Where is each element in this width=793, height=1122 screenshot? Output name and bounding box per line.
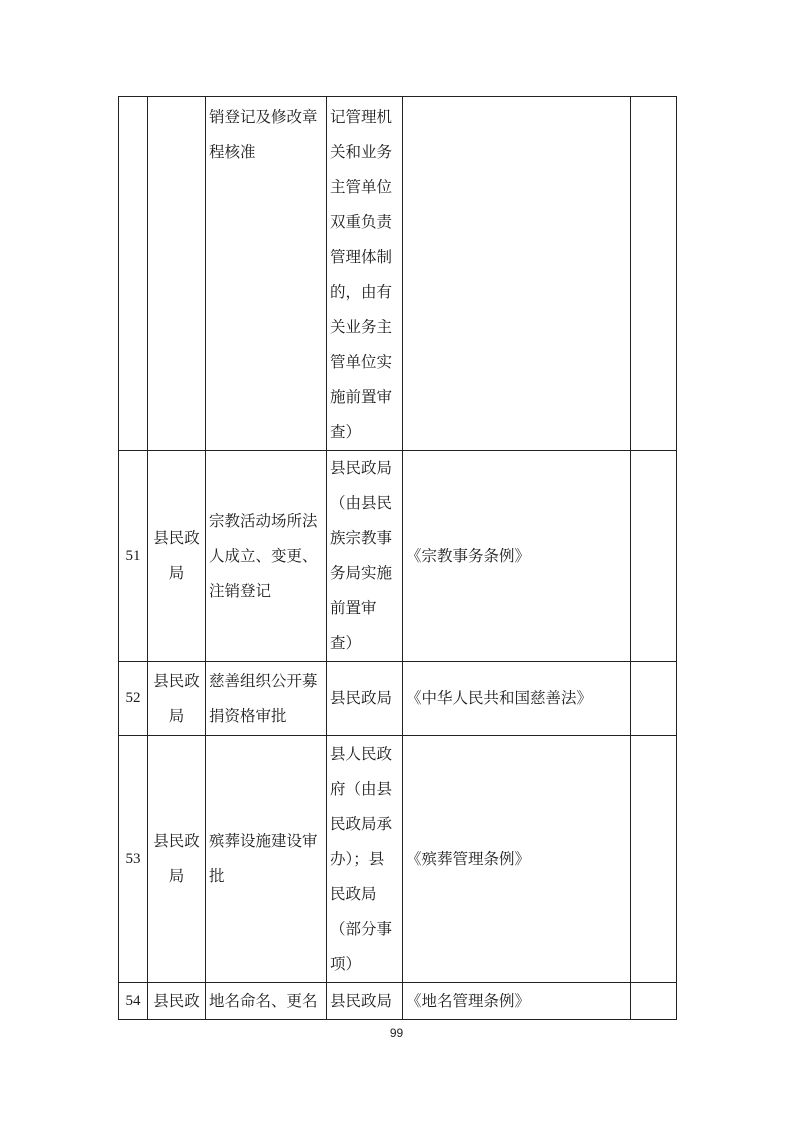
row-number: 54 [119,983,148,1020]
approval-items-table [118,96,677,1020]
remark-cell [631,97,677,451]
table-row [119,983,677,1020]
legal-basis-cell: 《中华人民共和国慈善法》 [403,662,631,736]
item-name-cell: 地名命名、更名 [206,983,327,1020]
department-cell: 县民政 局 [148,662,206,736]
implementing-authority-cell: 县民政局 [327,983,403,1020]
remark-cell [631,983,677,1020]
remark-cell [631,736,677,983]
row-number: 52 [119,662,148,736]
item-name-cell: 慈善组织公开募 捐资格审批 [206,662,327,736]
department-cell: 县民政 局 [148,736,206,983]
table-row [119,736,677,983]
legal-basis-cell: 《地名管理条例》 [403,983,631,1020]
implementing-authority-cell: 县民政局 （由县民 族宗教事 务局实施 前置审 查） [327,451,403,662]
table-row [119,97,677,451]
remark-cell [631,451,677,662]
department-cell [148,97,206,451]
implementing-authority-cell: 县人民政 府（由县 民政局承 办）；县 民政局 （部分事 项） [327,736,403,983]
item-name-cell: 宗教活动场所法 人成立、变更、 注销登记 [206,451,327,662]
department-cell: 县民政 局 [148,451,206,662]
row-number [119,97,148,451]
implementing-authority-cell: 记管理机 关和业务 主管单位 双重负责 管理体制 的，由有 关业务主 管单位实 施前置审 查） [327,97,403,451]
department-cell: 县民政 [148,983,206,1020]
implementing-authority-cell: 县民政局 [327,662,403,736]
item-name-cell: 销登记及修改章 程核准 [206,97,327,451]
item-name-cell: 殡葬设施建设审 批 [206,736,327,983]
row-number: 53 [119,736,148,983]
row-number: 51 [119,451,148,662]
legal-basis-cell: 《殡葬管理条例》 [403,736,631,983]
remark-cell [631,662,677,736]
table-row [119,662,677,736]
legal-basis-cell [403,97,631,451]
legal-basis-cell: 《宗教事务条例》 [403,451,631,662]
table-row [119,451,677,662]
page-number: 99 [389,1026,404,1040]
